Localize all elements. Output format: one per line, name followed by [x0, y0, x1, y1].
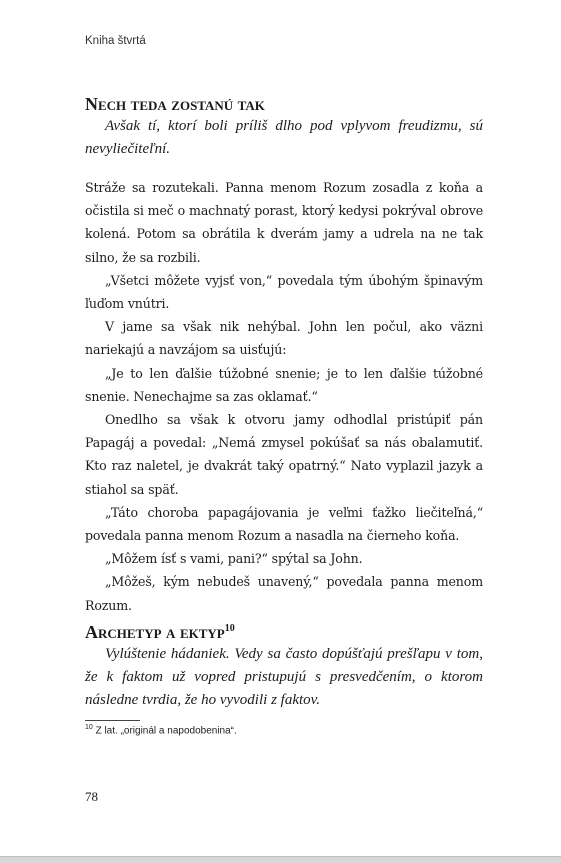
- section-nech-teda: [85, 93, 483, 161]
- running-head: Kniha štvrtá: [85, 35, 146, 47]
- section-title: Nech teda zostanú tak: [85, 94, 265, 114]
- footnote-reference[interactable]: 10: [224, 623, 235, 634]
- paragraph: Stráže sa rozutekali. Panna menom Rozum zosadla z koňa a očistila si meč o machnatý porast, ktorý kedysi pokrýval obrove kolená. Potom sa obrátila k dverám jamy a udrela na ne tak silno, že sa rozbili.: [85, 180, 483, 265]
- body-text: [85, 176, 483, 617]
- epigraph: Avšak tí, ktorí boli príliš dlho pod vplyvom freudizmu, sú nevyliečiteľní.: [85, 118, 483, 157]
- section-archetyp: [85, 618, 483, 712]
- paragraph: Onedlho sa však k otvoru jamy odhodlal pristúpiť pán Papagáj a povedal: „Nemá zmysel pokúšať sa nás obalamutiť. Kto raz naletel, je dvakrát taký opatrný.“ Nato vyplazil jazyk a stiahol sa späť.: [85, 412, 483, 497]
- footnote-mark: 10: [85, 724, 93, 731]
- footnote-text: Z lat. „originál a napodobenina“.: [95, 725, 237, 737]
- section-title: [85, 618, 483, 643]
- section-title-text: Archetyp a ektyp: [85, 622, 225, 642]
- paragraph: „Táto choroba papagájovania je veľmi ťažko liečiteľná,“ povedala panna menom Rozum a nasadla na čierneho koňa.: [85, 504, 483, 544]
- footnote-divider: [85, 720, 140, 721]
- paragraph: „Všetci môžete vyjsť von,“ povedala tým úbohým špinavým ľuďom vnútri.: [85, 272, 483, 312]
- epigraph: Vylúštenie hádaniek. Vedy sa často dopúšťajú prešľapu v tom, že k faktom už vopred pristupujú s presvedčením, o ktorom následne tvrdia, že ho vyvodili z faktov.: [85, 646, 483, 708]
- paragraph: „Môžem ísť s vami, pani?“ spýtal sa John.: [105, 551, 363, 567]
- paragraph: „Môžeš, kým nebudeš unavený,“ povedala panna menom Rozum.: [85, 574, 483, 613]
- paragraph: V jame sa však nik nehýbal. John len počul, ako väzni nariekajú a navzájom sa uisťujú:: [85, 319, 483, 358]
- paragraph: „Je to len ďalšie túžobné snenie; je to len ďalšie túžobné snenie. Nenechajme sa zas oklamať.“: [85, 365, 483, 404]
- footnote: [85, 724, 237, 736]
- page-number: 78: [85, 789, 98, 804]
